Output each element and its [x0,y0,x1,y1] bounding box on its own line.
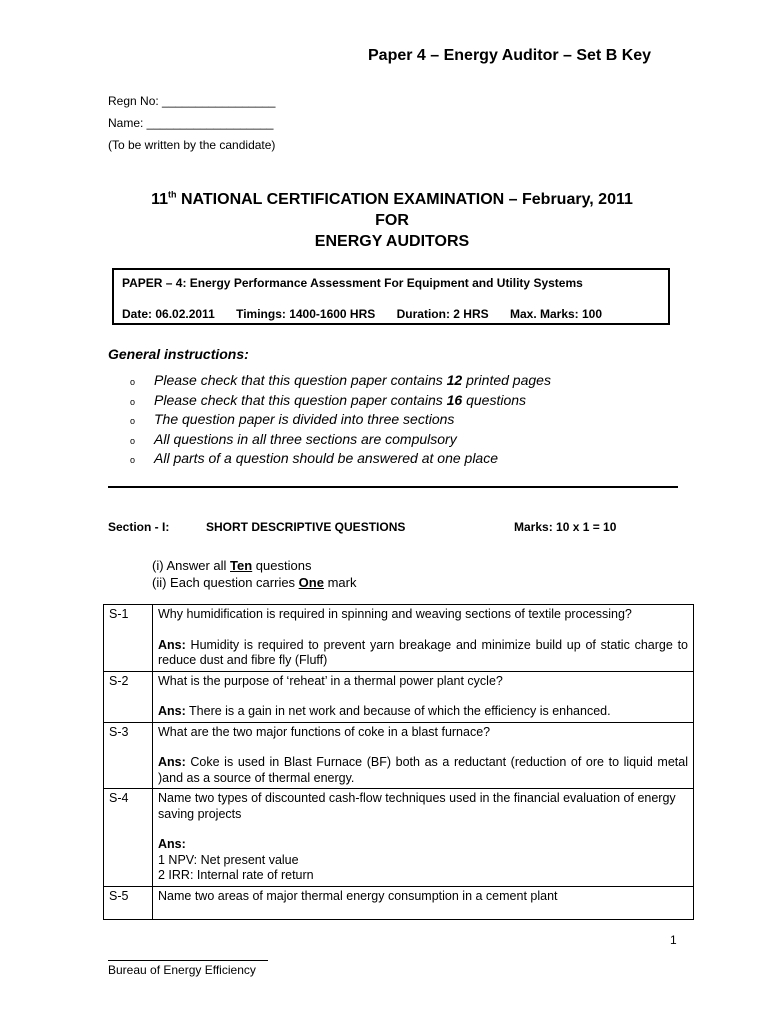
instruction-text: printed pages [462,372,551,388]
section-name: SHORT DESCRIPTIVE QUESTIONS [206,520,406,534]
table-row [104,722,694,789]
section-label: Section - I: [108,520,170,534]
bullet-icon: o [130,377,136,387]
answer-body: Humidity is required to prevent yarn breakage and minimize build up of static charge to reduce dust and fibre fly (Fluff) [158,637,688,667]
question-number: S-1 [104,605,153,672]
answer-body: There is a gain in net work and because of which the efficiency is enhanced. [185,704,611,718]
exam-title-text: NATIONAL CERTIFICATION EXAMINATION – February, 2011 [176,191,633,208]
exam-title-line2: FOR [375,212,409,229]
answer-label [158,837,688,853]
answer-line: 2 IRR: Internal rate of return [158,868,314,882]
question-number: S-3 [104,722,153,789]
instruction-text: All parts of a question should be answered at one place [154,450,499,466]
document-header-title: Paper 4 – Energy Auditor – Set B Key [368,47,652,64]
paper-duration: Duration: 2 HRS [396,307,489,321]
answer-line: 1 NPV: Net present value [158,852,299,867]
section-instruction-2 [152,574,356,591]
exam-number: 11 [151,191,169,208]
instruction-item [130,410,551,430]
exam-title-line3: ENERGY AUDITORS [314,233,470,250]
exam-title-line1 [0,189,768,210]
table-row [104,886,694,919]
question-cell [153,789,694,887]
paper-max-marks: Max. Marks: 100 [509,307,603,321]
question-cell [153,722,694,789]
section-instruction-text: questions [252,558,312,573]
exam-number-suffix: th [168,189,177,200]
question-number: S-4 [104,789,153,887]
question-text: Why humidification is required in spinning and weaving sections of textile processing? [158,607,632,621]
instruction-emphasis: 12 [446,372,463,388]
section-marks: Marks: 10 x 1 = 10 [514,520,617,534]
section-instruction-text: (i) Answer all [152,558,231,573]
footer-divider [108,960,268,961]
question-cell [153,605,694,672]
bullet-icon: o [130,455,136,465]
bullet-icon: o [130,396,136,407]
candidate-note: (To be written by the candidate) [108,138,276,152]
instruction-item [130,430,551,450]
table-row [104,671,694,722]
instruction-text: All questions in all three sections are compulsory [154,430,457,447]
instruction-item [130,371,551,391]
answer-label: Ans: [158,755,186,769]
exam-title [0,189,768,252]
general-instructions-title: General instructions: [108,346,249,362]
footer-organization: Bureau of Energy Efficiency [108,963,256,977]
section-divider [108,486,678,488]
table-row [104,789,694,887]
question-number: S-5 [104,886,153,919]
paper-details [122,307,620,321]
regn-no-field: Regn No: _________________ [108,94,276,108]
questions-table [103,604,694,920]
page-number: 1 [670,933,677,947]
instructions-list [130,371,551,469]
question-text: Name two areas of major thermal energy consumption in a cement plant [158,888,558,903]
answer-text [158,755,688,786]
instruction-text: Please check that this question paper contains [154,372,447,388]
instruction-text: The question paper is divided into three sections [154,411,455,427]
instruction-text: questions [462,391,527,408]
paper-info-box [112,268,670,325]
section-instruction-emphasis: One [298,575,324,590]
section-instruction-emphasis: Ten [230,558,253,573]
bullet-icon: o [130,435,136,446]
paper-title: PAPER – 4: Energy Performance Assessment For Equipment and Utility Systems [122,276,583,290]
section-instruction-text: mark [323,575,357,590]
instruction-emphasis: 16 [446,391,463,408]
question-cell [153,886,694,919]
instruction-item [130,449,551,469]
table-row [104,605,694,672]
bullet-icon: o [130,416,136,426]
answer-text [158,638,688,669]
question-cell [153,671,694,722]
answer-label: Ans: [158,637,186,652]
instruction-item [130,391,551,411]
instruction-text: Please check that this question paper contains [154,391,447,408]
answer-label: Ans: [158,704,186,718]
paper-date: Date: 06.02.2011 [122,307,215,321]
section-instruction-text: (ii) Each question carries [152,575,299,590]
question-text: What are the two major functions of coke in a blast furnace? [158,724,491,739]
question-text: Name two types of discounted cash-flow techniques used in the financial evaluation of energy saving projects [158,791,676,821]
section-instructions [152,557,356,591]
section-heading [108,520,617,534]
answer-text [158,704,688,720]
question-number: S-2 [104,671,153,722]
name-field: Name: ___________________ [108,116,274,130]
answer-body: Coke is used in Blast Furnace (BF) both as a reductant (reduction of ore to liquid metal )and as a source of thermal energy. [158,755,688,785]
section-instruction-1 [152,557,356,574]
question-text: What is the purpose of ‘reheat’ in a thermal power plant cycle? [158,673,503,688]
answer-label-text: Ans: [158,837,186,851]
paper-timings: Timings: 1400-1600 HRS [236,307,376,321]
